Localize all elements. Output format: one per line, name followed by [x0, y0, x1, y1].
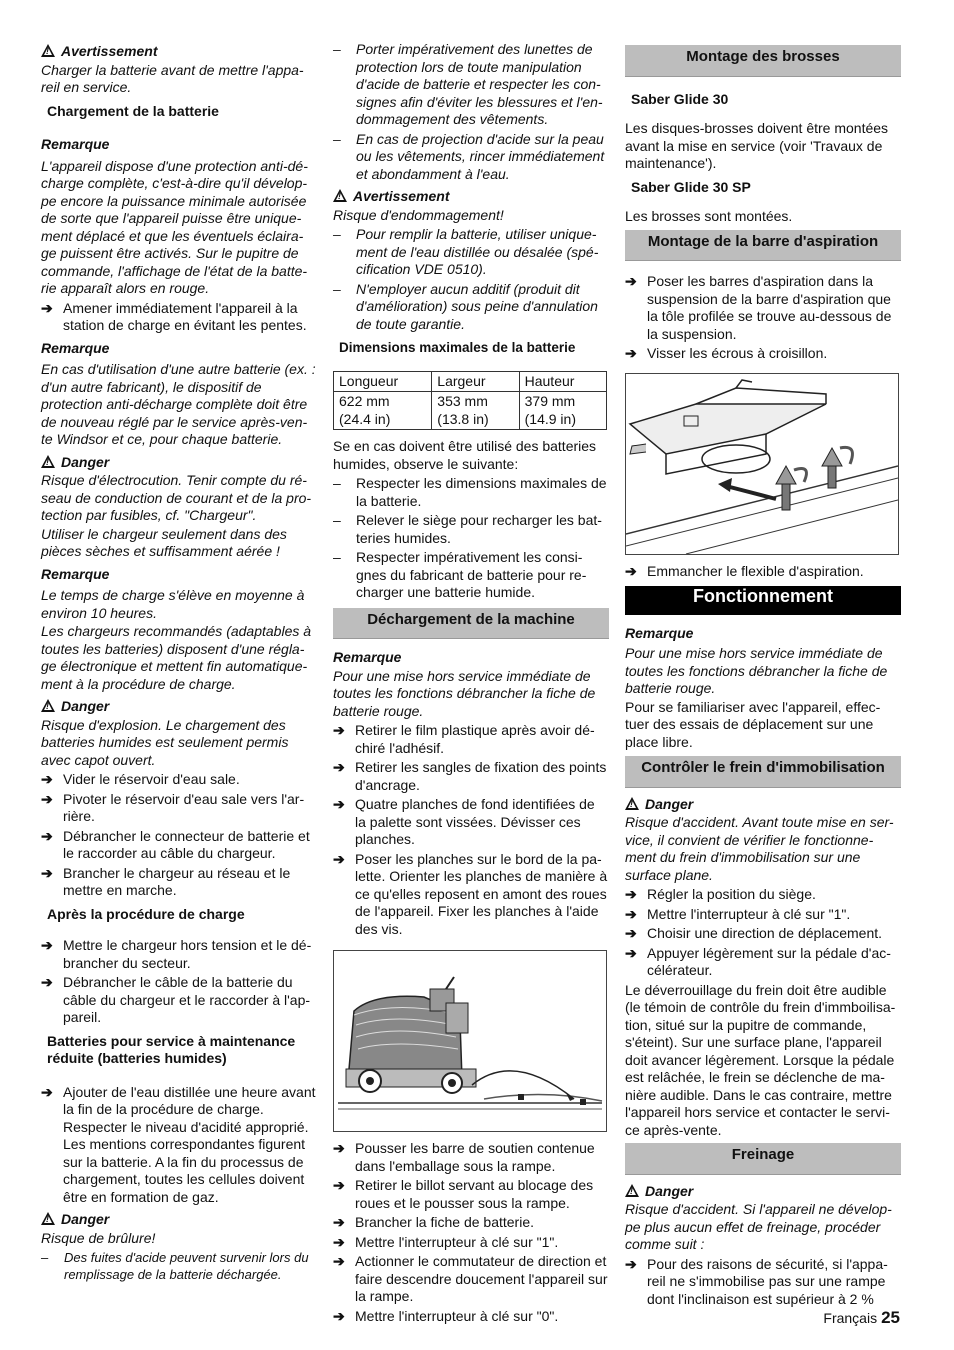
page-footer: [823, 1308, 900, 1328]
danger-heading: !Danger: [41, 1211, 317, 1229]
dash-icon: –: [333, 130, 341, 147]
danger-text: Risque d'accident. Avant toute mise en ser-vice, il convient de vérifier le fonctionne-ment du frein d'immobilisation sur une surface plane.: [625, 814, 894, 883]
list-item: ➔ Quatre planches de fond identifiées de la palette sont vissées. Dévisser ces planches.: [333, 796, 595, 847]
list-item: ➔ Pousser les barre de soutien contenue dans l'emballage sous la rampe.: [333, 1140, 595, 1174]
arrow-icon: ➔: [625, 886, 637, 902]
note-heading: Remarque: [41, 339, 110, 356]
list-item: ➔ Brancher le chargeur au réseau et le mettre en marche.: [41, 864, 291, 898]
dash-icon: –: [333, 549, 341, 565]
arrow-icon: ➔: [333, 1253, 345, 1269]
arrow-icon: ➔: [41, 771, 53, 787]
list-item: ➔ Amener immédiatement l'appareil à la station de charge en évitant les pentes.: [41, 299, 307, 333]
list-item: – En cas de projection d'acide sur la peau ou les vêtements, rincer immédiatement et abondamment à l'eau.: [333, 130, 605, 182]
warning-triangle-icon: [41, 455, 55, 468]
warning-triangle-icon: [41, 1212, 55, 1225]
list-item: ➔ Poser les planches sur le bord de la pa-lette. Orienter les planches de manière à ce qu'elles reposent en amont des roues de l'appareil. Fixer les planches à l'aide des vis.: [333, 850, 608, 937]
table-cell: 353 mm (13.8 in): [432, 392, 519, 430]
list-item: ➔ Choisir une direction de déplacement.: [625, 925, 883, 941]
arrow-icon: ➔: [333, 1140, 345, 1156]
list-item: ➔ Retirer le film plastique après avoir dé-chiré l'adhésif.: [333, 722, 595, 756]
dash-icon: –: [333, 41, 341, 57]
arrow-icon: ➔: [41, 790, 53, 807]
warning-triangle-icon: [41, 699, 55, 712]
dimensions-table: [333, 371, 607, 431]
chapter-bar-fonctionnement: Fonctionnement: [625, 586, 901, 615]
note-heading: Remarque: [41, 136, 110, 152]
list-item: ➔ Retirer le billot servant au blocage des roues et le pousser sous la rampe.: [333, 1177, 594, 1211]
suction-bar-illustration: [626, 374, 898, 554]
section-bar-barre: Montage de la barre d'aspiration: [625, 230, 901, 262]
list-item: ➔ Mettre l'interrupteur à clé sur "0".: [333, 1307, 559, 1324]
list-item: ➔ Débrancher le connecteur de batterie et le raccorder au câble du chargeur.: [41, 827, 310, 861]
footer-language: Français: [823, 1310, 878, 1326]
note-text: En cas d'utilisation d'une autre batterie (ex. : d'un autre fabricant), le dispositif de protection anti-décharge complète doit être de nouveau réglé par le service après-ven-te Windsor et ce, pour chaque batterie.: [41, 361, 316, 447]
arrow-icon: ➔: [333, 1233, 345, 1250]
body-text: Le déverrouillage du frein doit être audible (le témoin de contrôle du frein d'immboilisa-tion, situé sur la pupitre de commande, s'éteint). Sur une surface plane, l'appareil doit avancer légèrement. Lorsque la pédale est relâchée, le frein se déclenche de ma-nière audible. Dans le cas contraire, mettre l'appareil hors service et contacter le servi-ce après-vente.: [625, 981, 896, 1138]
warning-triangle-icon: [41, 44, 55, 57]
list-item: – Pour remplir la batterie, utiliser unique-ment de l'eau distillée ou désalée (spé-cification VDE 0510).: [333, 226, 599, 277]
arrow-icon: ➔: [625, 905, 637, 922]
warning-triangle-icon: [625, 1184, 639, 1197]
body-text: Les disques-brosses doivent être montées avant la mise en service (voir 'Travaux de maintenance').: [625, 120, 889, 171]
arrow-icon: ➔: [41, 1083, 53, 1100]
section-heading-charge: Chargement de la batterie: [47, 102, 219, 119]
arrow-icon: ➔: [625, 562, 637, 579]
list-item: ➔ Mettre le chargeur hors tension et le dé-brancher du secteur.: [41, 937, 312, 971]
list-item: ➔ Mettre l'interrupteur à clé sur "1".: [625, 905, 851, 922]
arrow-icon: ➔: [41, 299, 53, 316]
table-header-cell: Hauteur: [519, 371, 606, 392]
section-bar-dechargement: Déchargement de la machine: [333, 608, 609, 640]
arrow-icon: ➔: [625, 273, 637, 289]
arrow-icon: ➔: [333, 796, 345, 812]
warning-triangle-icon: [333, 189, 347, 202]
arrow-icon: ➔: [625, 925, 637, 941]
section-bar-freinage: Freinage: [625, 1143, 901, 1175]
list-item: ➔ Retirer les sangles de fixation des points d'ancrage.: [333, 759, 607, 793]
model-heading-sg30sp: Saber Glide 30 SP: [631, 178, 751, 195]
table-header-cell: Largeur: [432, 371, 519, 392]
body-text: Les brosses sont montées.: [625, 208, 793, 224]
arrow-icon: ➔: [333, 759, 345, 775]
arrow-icon: ➔: [625, 1255, 637, 1272]
list-item: – Porter impérativement des lunettes de protection lors de toute manipulation d'acide de batterie et respecter les con-signes afin d'éviter les blessures et l'en-dommagement des vêtements.: [333, 41, 603, 127]
body-text: Pour se familiariser avec l'appareil, effec-tuer des essais de déplacement sur une place libre.: [625, 698, 881, 750]
list-item: – Des fuites d'acide peuvent survenir lors du remplissage de la batterie déchargée.: [41, 1250, 309, 1282]
list-item: – Respecter impérativement les consi-gnes du fabricant de batterie pour re-charger une batterie humide.: [333, 549, 587, 600]
figure-unloading-machine: [333, 950, 607, 1132]
list-item: ➔ Brancher la fiche de batterie.: [333, 1214, 534, 1230]
list-item: ➔ Vider le réservoir d'eau sale.: [41, 771, 240, 787]
warning-text: Charger la batterie avant de mettre l'appa-reil en service.: [41, 61, 304, 95]
note-text: Pour une mise hors service immédiate de toutes les fonctions débrancher la fiche de batterie rouge.: [333, 667, 596, 719]
arrow-icon: ➔: [333, 850, 345, 867]
section-bar-brosses: Montage des brosses: [625, 45, 901, 77]
danger-text: Utiliser le chargeur seulement dans des pièces sèches et suffisamment aérée !: [41, 525, 287, 559]
section-heading-apres: Après la procédure de charge: [47, 905, 245, 922]
machine-ramp-illustration: [334, 951, 606, 1131]
danger-heading: !Danger: [625, 1183, 901, 1201]
list-item: ➔ Pour des raisons de sécurité, si l'appa-reil ne s'immobilise pas sur une rampe dont l'inclinaison est supérieur à 2 %: [625, 1255, 888, 1307]
model-heading-sg30: Saber Glide 30: [631, 90, 729, 107]
warning-heading: !Avertissement: [333, 188, 609, 206]
section-heading-humides: Batteries pour service à maintenance réduite (batteries humides): [47, 1032, 296, 1066]
list-item: ➔ Débrancher le câble de la batterie du câble du chargeur et le raccorder à l'ap-pareil.: [41, 974, 311, 1025]
table-header-row: [334, 371, 607, 392]
note-heading: Remarque: [41, 565, 110, 582]
dash-icon: –: [333, 475, 341, 491]
figure-suction-bar: [625, 373, 899, 555]
arrow-icon: ➔: [333, 722, 345, 738]
list-item: – N'employer aucun additif (produit dit d'amélioration) sous peine d'annulation de toute garantie.: [333, 280, 598, 332]
list-item: ➔ Régler la position du siège.: [625, 886, 816, 902]
dash-icon: –: [333, 226, 341, 242]
dash-icon: –: [41, 1250, 49, 1265]
danger-heading: !Danger: [41, 454, 317, 472]
danger-text: Risque d'explosion. Le chargement des batteries humides est seulement permis avec capot ouvert.: [41, 716, 289, 768]
note-heading: Remarque: [625, 624, 694, 641]
arrow-icon: ➔: [41, 974, 53, 990]
danger-text: Risque d'électrocution. Tenir compte du ré-seau de conduction de courant et de la pro-tection par fusibles, cf. "Chargeur".: [41, 472, 312, 523]
table-cell: 622 mm (24.4 in): [334, 392, 432, 430]
list-item: ➔ Emmancher le flexible d'aspiration.: [625, 562, 864, 579]
column-left: [41, 40, 317, 1285]
table-row: [334, 392, 607, 430]
arrow-icon: ➔: [625, 944, 637, 961]
dash-icon: –: [333, 512, 341, 528]
warning-heading: !Avertissement: [41, 43, 317, 61]
arrow-icon: ➔: [333, 1177, 345, 1193]
warning-triangle-icon: [625, 797, 639, 810]
list-item: – Respecter les dimensions maximales de la batterie.: [333, 475, 607, 509]
list-item: ➔ Mettre l'interrupteur à clé sur "1".: [333, 1233, 559, 1250]
page-number: 25: [881, 1308, 900, 1327]
note-heading: Remarque: [333, 649, 402, 665]
body-text: Se en cas doivent être utilisé des batteries humides, observe le suivante:: [333, 438, 597, 472]
column-middle: [333, 40, 609, 1327]
note-text: L'appareil dispose d'une protection anti-dé-charge complète, c'est-à-dire qu'il dévelop-pe encore la puissance minimale autorisée de sorte que l'appareil puisse être unique-ment déplacé et que les éventuels éclaira-ge puissent être activés. Sur le pupitre de commande, l'affichage de l'état de la batte-rie apparaît alors en rouge.: [41, 157, 308, 296]
list-item: ➔ Ajouter de l'eau distillée une heure avant la fin de la procédure de charge. Respecter le niveau d'acidité approprié. Les mentions correspondantes figurent sur la batterie. A la fin du processus de chargement, toutes les cellules doivent être en formation de gaz.: [41, 1083, 316, 1205]
danger-text: Risque de brûlure!: [41, 1229, 156, 1246]
table-cell: 379 mm (14.9 in): [519, 392, 606, 430]
arrow-icon: ➔: [333, 1307, 345, 1324]
note-text: Les chargeurs recommandés (adaptables à toutes les batteries) disposent d'une régla-ge électronique et mettent fin automatique-ment à la procédure de charge.: [41, 623, 312, 692]
danger-text: Risque d'accident. Si l'appareil ne dévelop-pe plus aucun effet de freinage, procéder comme suit :: [625, 1201, 892, 1252]
list-item: – Relever le siège pour recharger les bat-teries humides.: [333, 512, 602, 546]
note-text: Le temps de charge s'élève en moyenne à environ 10 heures.: [41, 587, 305, 621]
arrow-icon: ➔: [625, 345, 637, 361]
list-item: ➔ Appuyer légèrement sur la pédale d'ac-célérateur.: [625, 944, 891, 978]
list-item: ➔ Poser les barres d'aspiration dans la suspension de la barre d'aspiration que la tôle profilée se trouve au-dessous de la suspension.: [625, 273, 892, 342]
arrow-icon: ➔: [333, 1214, 345, 1230]
list-item: ➔ Actionner le commutateur de direction et faire descendre doucement l'appareil sur la rampe.: [333, 1253, 608, 1304]
list-item: ➔ Pivoter le réservoir d'eau sale vers l'ar-rière.: [41, 790, 305, 824]
arrow-icon: ➔: [41, 937, 53, 953]
danger-heading: !Danger: [625, 796, 901, 814]
arrow-icon: ➔: [41, 864, 53, 881]
danger-heading: !Danger: [41, 698, 317, 716]
dash-icon: –: [333, 280, 341, 297]
arrow-icon: ➔: [41, 827, 53, 844]
section-bar-frein: Contrôler le frein d'immobilisation: [625, 756, 901, 788]
warning-text: Risque d'endommagement!: [333, 206, 504, 223]
table-header-cell: Longueur: [334, 371, 432, 392]
list-item: ➔ Visser les écrous à croisillon.: [625, 345, 828, 361]
column-right: [625, 40, 901, 1310]
note-text: Pour une mise hors service immédiate de toutes les fonctions débrancher la fiche de batterie rouge.: [625, 645, 888, 696]
section-heading-dimensions: Dimensions maximales de la batterie: [339, 340, 576, 355]
